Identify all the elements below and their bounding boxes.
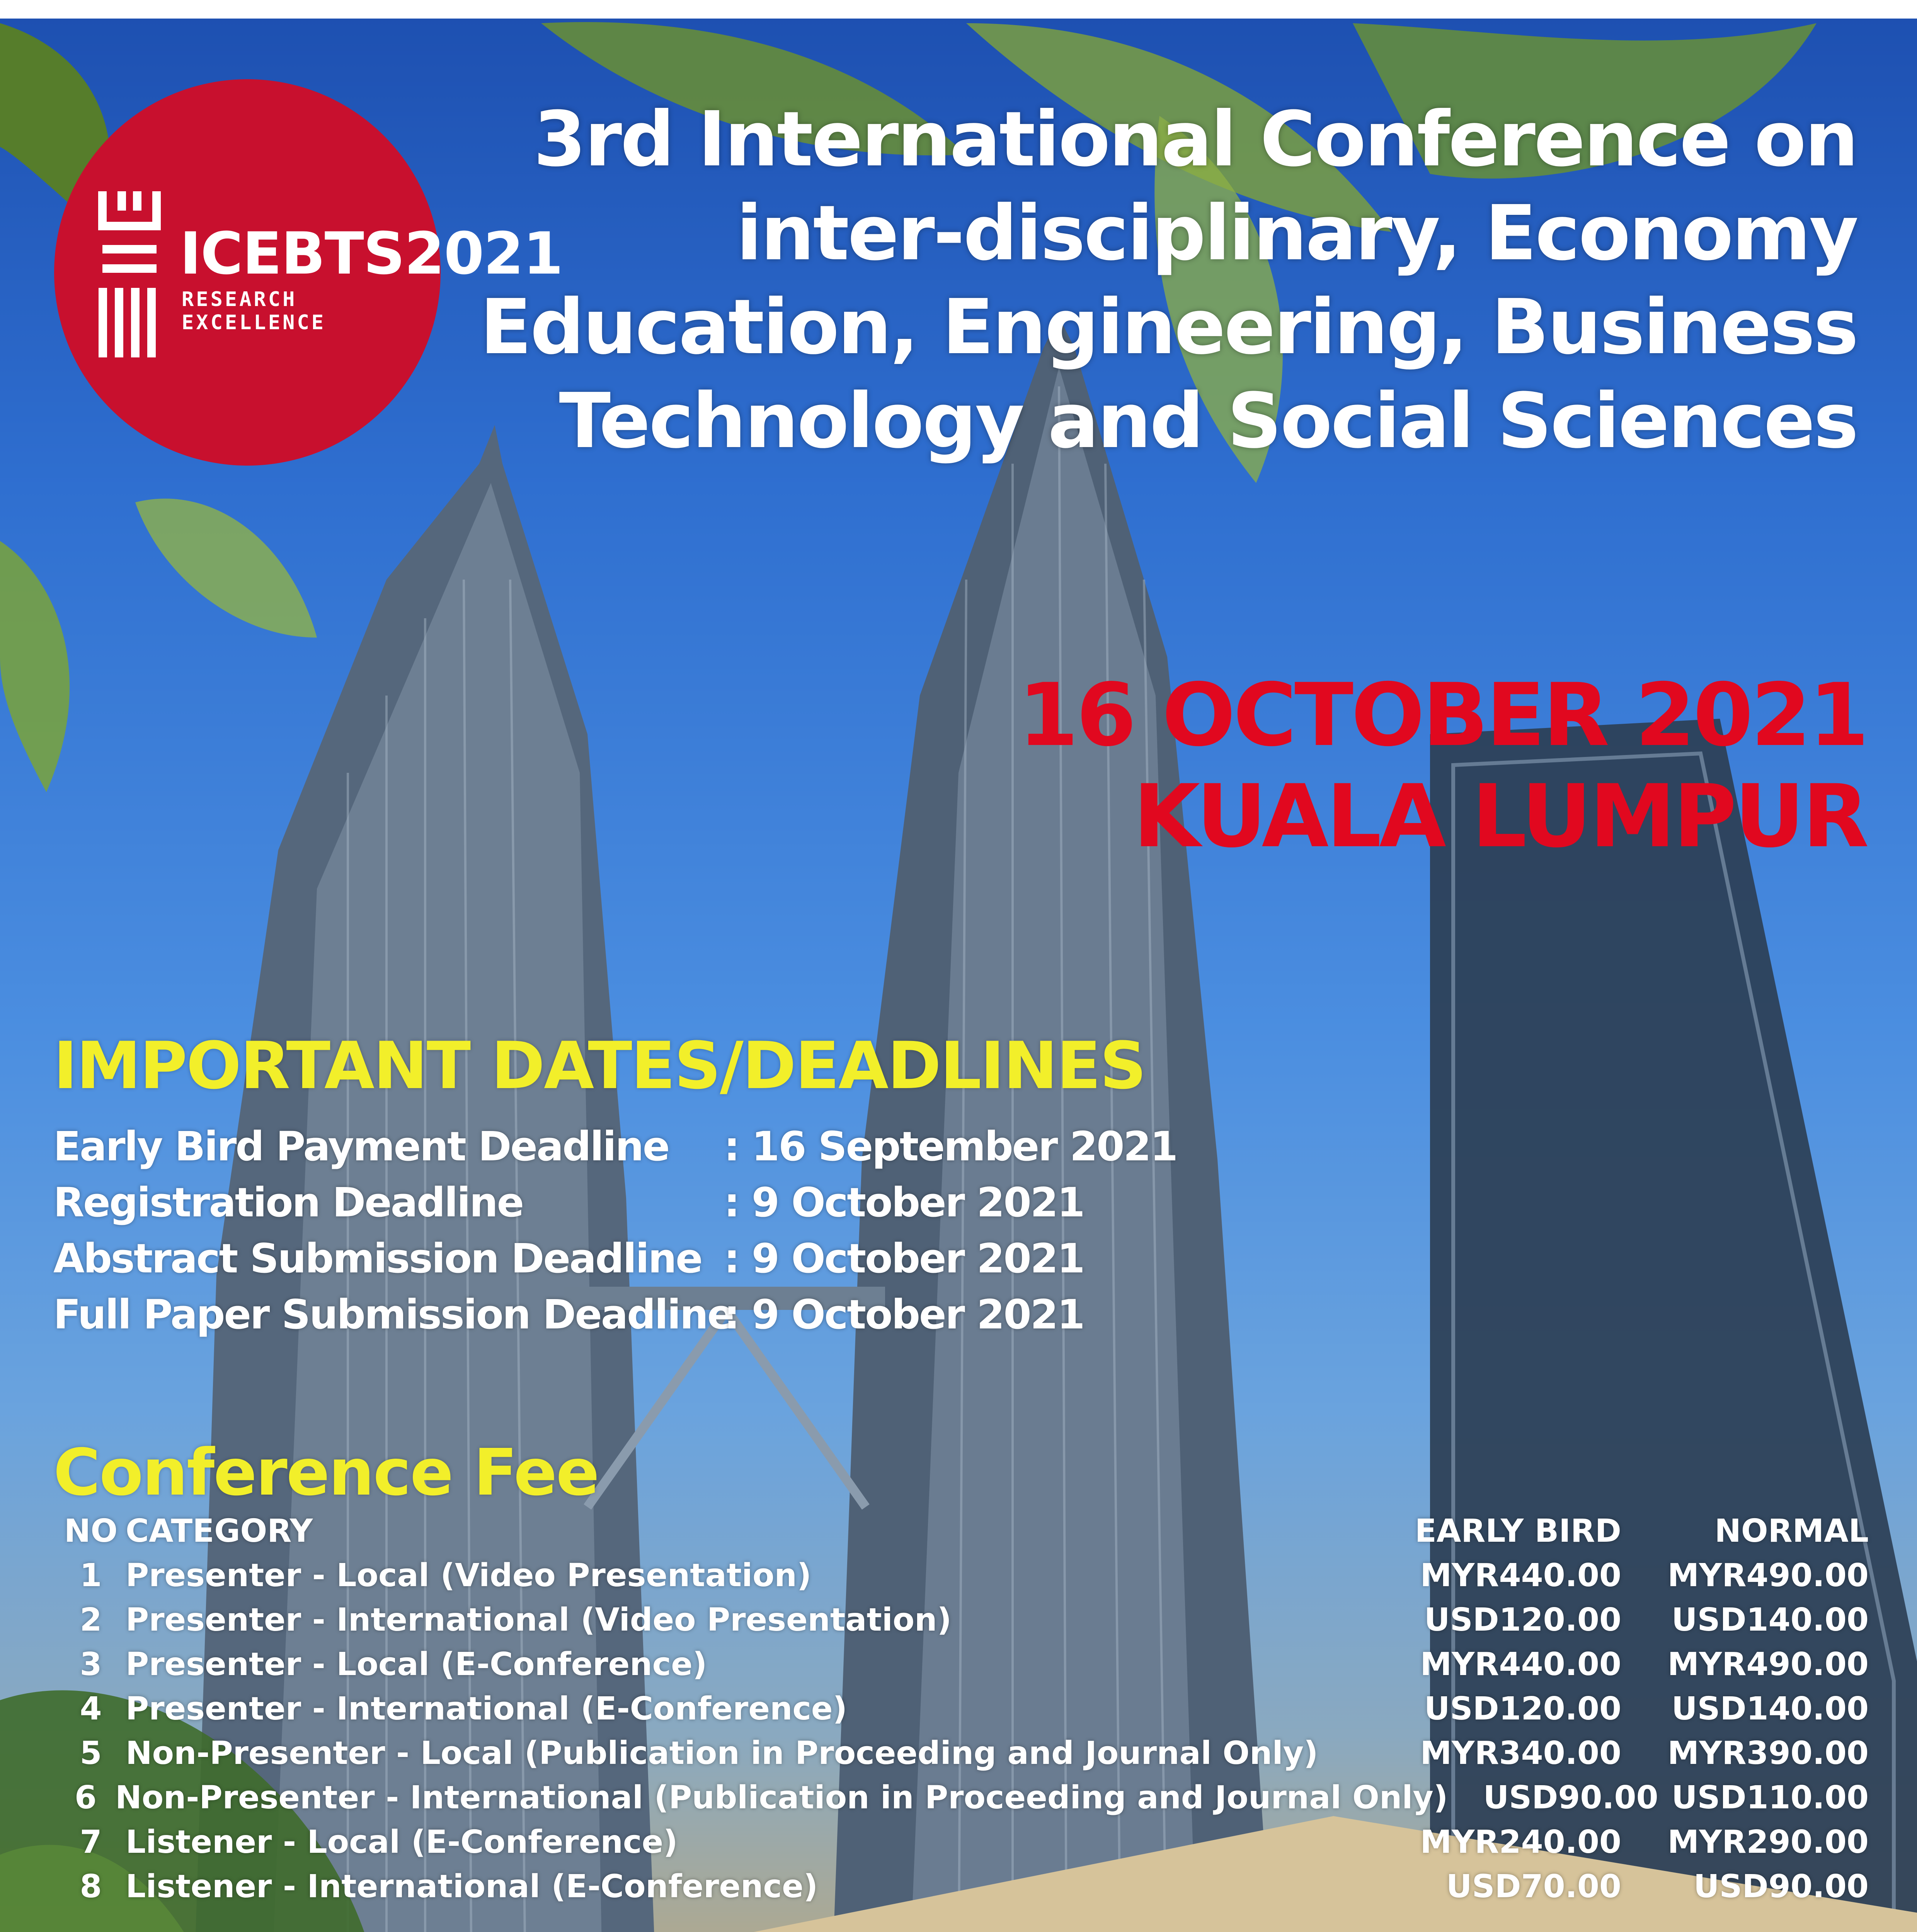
fee-no: 4 xyxy=(80,1690,102,1727)
fee-row xyxy=(56,1598,1869,1642)
fee-category: Listener - International (E-Conference) xyxy=(126,1868,818,1905)
event-place: KUALA LUMPUR xyxy=(1133,766,1867,867)
fee-row xyxy=(56,1553,1869,1598)
fee-normal: USD110.00 xyxy=(1671,1779,1869,1816)
event-date: 16 OCTOBER 2021 xyxy=(1018,665,1867,765)
fee-normal: USD90.00 xyxy=(1693,1868,1869,1905)
deadline-row xyxy=(53,1119,1177,1175)
fee-normal: USD140.00 xyxy=(1671,1690,1869,1727)
fee-row xyxy=(56,1687,1869,1731)
deadline-label: Full Paper Submission Deadline xyxy=(53,1291,734,1338)
fee-category: Presenter - Local (Video Presentation) xyxy=(126,1557,812,1594)
deadline-row xyxy=(53,1175,1177,1231)
fee-no: 8 xyxy=(80,1868,102,1905)
conference-title xyxy=(466,93,1857,468)
event-date-place xyxy=(1016,665,1867,867)
deadline-row xyxy=(53,1287,1177,1343)
fee-category: Non-Presenter - International (Publication in Proceeding and Journal Only) xyxy=(115,1779,1448,1816)
deadlines-list xyxy=(53,1119,1177,1343)
fee-row xyxy=(56,1776,1869,1820)
fee-no: 3 xyxy=(80,1646,102,1683)
deadline-value: : 9 October 2021 xyxy=(724,1235,1084,1282)
fee-normal: MYR390.00 xyxy=(1667,1735,1869,1772)
deadline-row xyxy=(53,1231,1177,1287)
fee-table xyxy=(56,1509,1869,1909)
deadline-label: Early Bird Payment Deadline xyxy=(53,1123,669,1170)
logo-name: ICEBTS2021 xyxy=(180,220,563,287)
column-header-no: NO xyxy=(64,1513,118,1549)
fee-no: 5 xyxy=(80,1735,102,1772)
title-line: 3rd International Conference on xyxy=(533,95,1857,184)
deadline-label: Registration Deadline xyxy=(53,1179,523,1226)
fee-normal: MYR490.00 xyxy=(1667,1646,1869,1683)
fee-row xyxy=(56,1642,1869,1687)
logo-tagline: RESEARCH EXCELLENCE xyxy=(182,288,326,334)
deadline-value: : 9 October 2021 xyxy=(724,1179,1084,1226)
column-header-normal: NORMAL xyxy=(1714,1513,1869,1549)
fee-no: 1 xyxy=(80,1557,102,1594)
fee-no: 6 xyxy=(75,1779,97,1816)
fee-category: Listener - Local (E-Conference) xyxy=(126,1824,678,1861)
fee-row xyxy=(56,1731,1869,1776)
fee-category: Non-Presenter - Local (Publication in Proceeding and Journal Only) xyxy=(126,1735,1318,1772)
fee-early-bird: USD70.00 xyxy=(1446,1868,1621,1905)
fee-early-bird: MYR440.00 xyxy=(1420,1646,1621,1683)
title-line: Technology and Social Sciences xyxy=(559,377,1857,465)
deadlines-heading: IMPORTANT DATES/DEADLINES xyxy=(53,1028,1146,1104)
fee-category: Presenter - International (Video Presentation) xyxy=(126,1602,952,1638)
column-header-category: CATEGORY xyxy=(126,1513,313,1549)
fee-table-header xyxy=(56,1509,1869,1553)
fee-early-bird: USD120.00 xyxy=(1424,1602,1621,1638)
fee-no: 2 xyxy=(80,1602,102,1638)
fee-normal: MYR490.00 xyxy=(1667,1557,1869,1594)
deadline-value: : 16 September 2021 xyxy=(724,1123,1177,1170)
deadline-label: Abstract Submission Deadline xyxy=(53,1235,702,1282)
icebts-logo xyxy=(54,79,563,466)
logo-mark-icon xyxy=(91,184,168,361)
deadline-value: : 9 October 2021 xyxy=(724,1291,1084,1338)
column-header-early-bird: EARLY BIRD xyxy=(1415,1513,1621,1549)
fee-no: 7 xyxy=(80,1824,102,1861)
fees-heading: Conference Fee xyxy=(53,1435,599,1510)
title-line: Education, Engineering, Business xyxy=(480,283,1857,371)
title-line: inter-disciplinary, Economy xyxy=(736,189,1857,277)
fee-early-bird: MYR240.00 xyxy=(1420,1824,1621,1861)
fee-row xyxy=(56,1864,1869,1909)
fee-category: Presenter - Local (E-Conference) xyxy=(126,1646,707,1683)
fee-normal: USD140.00 xyxy=(1671,1602,1869,1638)
fee-row xyxy=(56,1820,1869,1864)
fee-early-bird: USD120.00 xyxy=(1424,1690,1621,1727)
fee-early-bird: USD90.00 xyxy=(1483,1779,1658,1816)
fee-normal: MYR290.00 xyxy=(1667,1824,1869,1861)
fee-early-bird: MYR440.00 xyxy=(1420,1557,1621,1594)
fee-early-bird: MYR340.00 xyxy=(1420,1735,1621,1772)
fee-category: Presenter - International (E-Conference) xyxy=(126,1690,848,1727)
